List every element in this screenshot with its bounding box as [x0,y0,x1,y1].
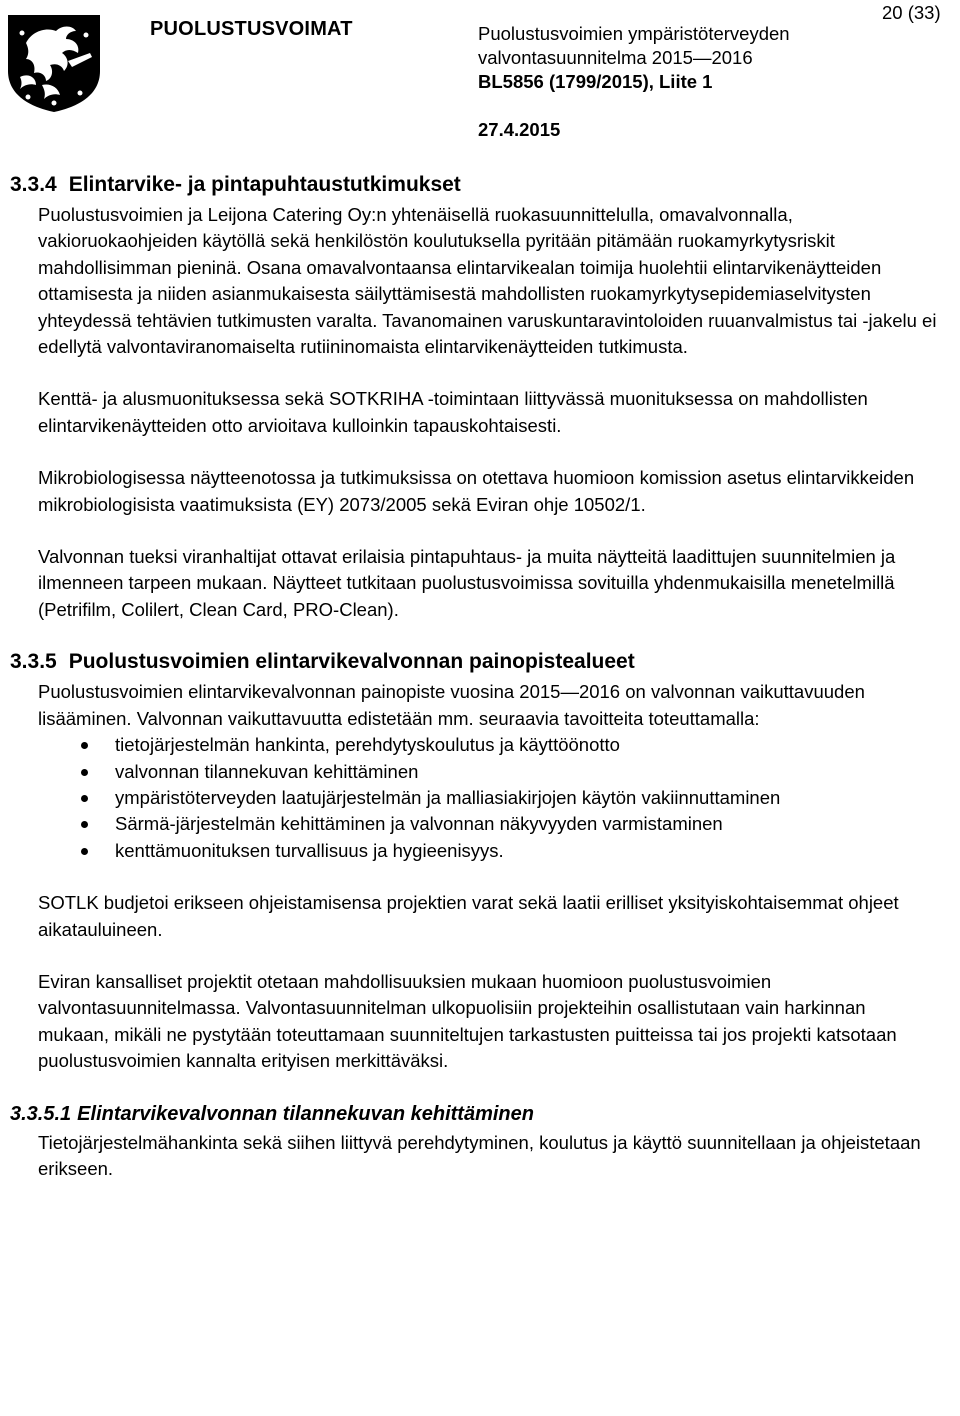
list-item: ympäristöterveyden laatujärjestelmän ja malliasiakirjojen käytön vakiinnuttaminen [38,785,938,811]
paragraph: Tietojärjestelmähankinta sekä siihen liittyvä perehdytyminen, koulutus ja käyttö suunnitellaan ja ohjeistetaan erikseen. [38,1131,921,1179]
section-number: 3.3.4 [10,173,57,196]
page-number: 20 (33) [882,2,941,23]
list-item: kenttämuonituksen turvallisuus ja hygieenisyys. [38,838,938,864]
bullet-list [38,732,938,864]
bullet-icon [81,821,88,828]
lion-crest-icon [6,13,102,113]
section-heading-3-3-5 [10,649,938,675]
paragraph: Mikrobiologisessa näytteenotossa ja tutkimuksissa on otettava huomioon komission asetus elintarvikkeiden mikrobiologisista vaatimuksista (EY) 2073/2005 sekä Eviran ohje 10502/1. [38,467,915,515]
document-title-line2: valvontasuunnitelma 2015—2016 [478,47,753,68]
section-number: 3.3.5.1 [10,1102,72,1125]
paragraph: SOTLK budjetoi erikseen ohjeistamisensa projektien varat sekä laatii erilliset yksityiskohtaisemmat ohjeet aikatauluineen. [38,892,899,940]
page-header [0,0,960,150]
bullet-icon [81,795,88,802]
section-number: 3.3.5 [10,650,57,674]
list-item: valvonnan tilannekuvan kehittäminen [38,759,938,785]
list-item: tietojärjestelmän hankinta, perehdytyskoulutus ja käyttöönotto [38,732,938,758]
paragraph: Kenttä- ja alusmuonituksessa sekä SOTKRIHA -toimintaan liittyvässä muonituksessa on mahdollisten elintarvikenäytteiden otto arvioitava kulloinkin tapauskohtaisesti. [38,388,868,436]
section-title: Elintarvikevalvonnan tilannekuvan kehittäminen [77,1102,534,1125]
list-item: Särmä-järjestelmän kehittäminen ja valvonnan näkyvyyden varmistaminen [38,811,938,837]
paragraph: Valvonnan tueksi viranhaltijat ottavat erilaisia pintapuhtaus- ja muita näytteitä laadittujen suunnitelmien ja ilmenneen tarpeen mukaan. Näytteet tutkitaan puolustusvoimissa sovituilla yhdenmukaisilla menetelmillä (Petrifilm, Colilert, Clean Card, PRO-Clean). [38,546,896,620]
bullet-icon [81,742,88,749]
document-reference: BL5856 (1799/2015), Liite 1 [478,71,713,92]
bullet-icon [81,769,88,776]
section-title: Puolustusvoimien elintarvikevalvonnan painopistealueet [68,650,635,674]
document-date: 27.4.2015 [478,119,561,140]
paragraph: Puolustusvoimien elintarvikevalvonnan painopiste vuosina 2015—2016 on valvonnan vaikuttavuuden lisääminen. Valvonnan vaikuttavuutta edistetään mm. seuraavia tavoitteita toteuttamalla: [38,681,865,729]
organization-name: PUOLUSTUSVOIMAT [150,18,353,40]
section-title: Elintarvike- ja pintapuhtaustutkimukset [68,173,461,196]
paragraph: Eviran kansalliset projektit otetaan mahdollisuuksien mukaan huomioon puolustusvoimien valvontasuunnitelmassa. Valvontasuunnitelman ulkopuolisiin projekteihin osallistutaan vain harkinnan mukaan, mikäli ne pystytään toteuttamaan suunniteltujen tarkastusten puitteissa tai jos projekti katsotaan puolustusvoimien kannalta erityisen merkittäväksi. [38,970,897,1072]
bullet-icon [81,848,88,855]
document-title-line1: Puolustusvoimien ympäristöterveyden [478,23,790,44]
section-heading-3-3-4 [10,172,938,198]
paragraph: Puolustusvoimien ja Leijona Catering Oy:n yhtenäisellä ruokasuunnittelulla, omavalvonnalla, vakioruokaohjeiden käytöllä sekä henkilöstön koulutuksella pyritään pitämään ruokamyrkytysriskit mahdollisimman pieninä. Osana omavalvontaansa elintarvikealan toimija huolehtii elintarvikenäytteiden ottamisesta ja niiden asianmukaisesta säilyttämisestä mahdollisten ruokamyrkytysepidemiaselvitysten yhteydessä tehtävien tutkimusten varalta. Tavanomainen varuskuntaravintoloiden ruuanvalmistus tai -jakelu ei edellytä valvontaviranomaiselta rutiininomaista elintarvikenäytteiden tutkimusta. [38,204,937,358]
document-body [10,172,938,1208]
section-heading-3-3-5-1 [10,1101,938,1127]
